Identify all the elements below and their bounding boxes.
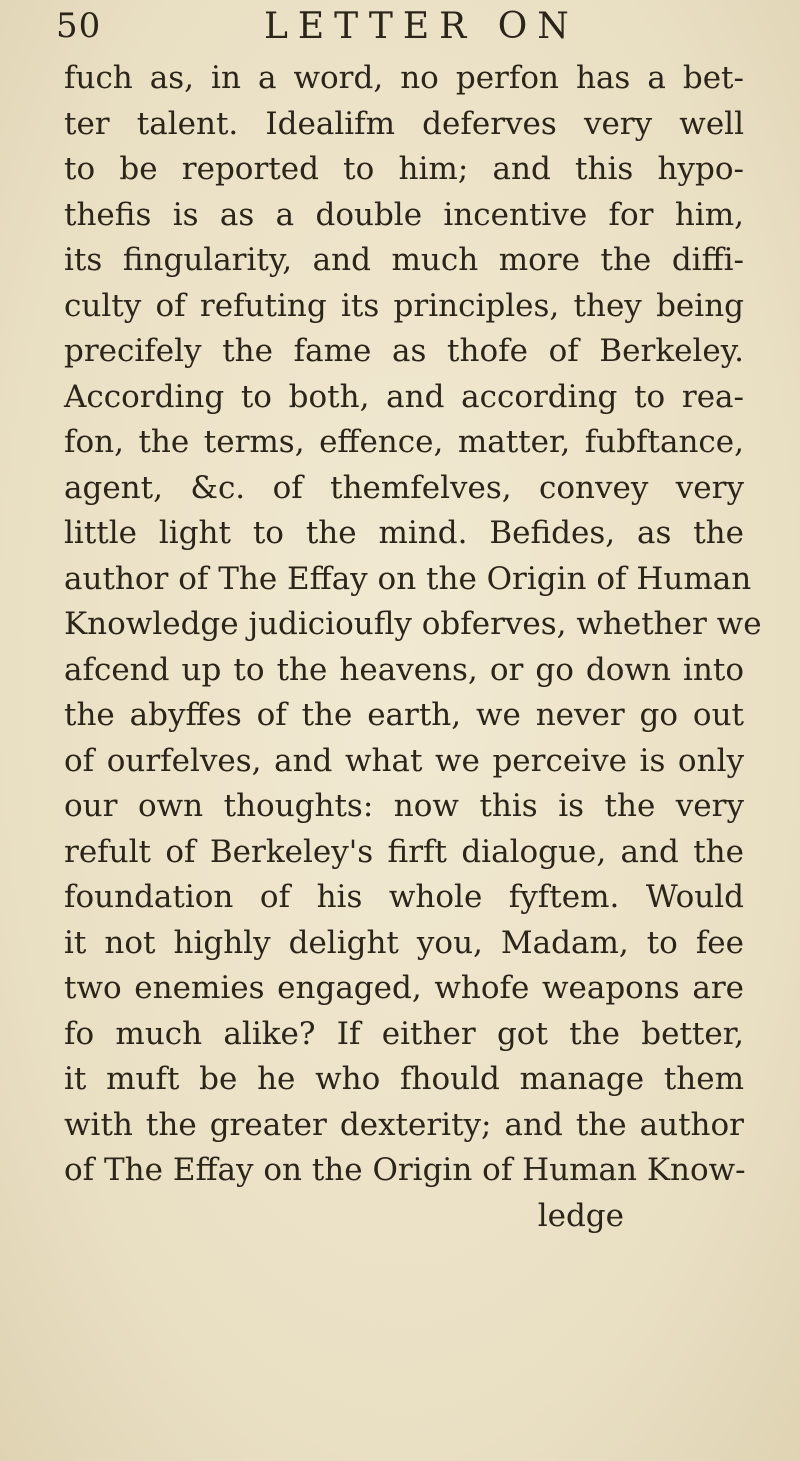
text-line: with the greater dexterity; and the author — [64, 1106, 744, 1143]
text-line: precifely the fame as thofe of Berkeley. — [64, 333, 744, 369]
text-line: author of The Effay on the Origin of Human — [64, 560, 752, 597]
text-line: agent, &c. of themfelves, convey very — [64, 469, 744, 506]
running-head: LETTER ON — [264, 6, 579, 47]
text-line: afcend up to the heavens, or go down into — [64, 651, 744, 688]
text-line: refult of Berkeley's firft dialogue, and the — [64, 833, 744, 870]
text-line: Knowledge judicioufly obferves, whether we — [64, 606, 762, 642]
page-header — [56, 4, 740, 64]
text-line: thefis is as a double incentive for him, — [64, 196, 744, 233]
body-text — [56, 56, 762, 1239]
text-line: to be reported to him; and this hypo- — [64, 151, 744, 187]
text-line: fon, the terms, effence, matter, fubftance, — [64, 424, 744, 460]
text-line: its fingularity, and much more the diffi- — [64, 242, 744, 278]
text-line: culty of refuting its principles, they being — [64, 287, 744, 324]
text-line: fo much alike? If either got the better, — [64, 1015, 744, 1052]
text-line: ter talent. Idealifm deferves very well — [64, 105, 744, 142]
text-line: our own thoughts: now this is the very — [64, 788, 744, 824]
text-line: foundation of his whole fyftem. Would — [64, 879, 744, 915]
text-line: fuch as, in a word, no perfon has a bet- — [64, 60, 744, 96]
text-line: it muft be he who fhould manage them — [64, 1061, 744, 1097]
text-line: According to both, and according to rea- — [64, 378, 744, 415]
text-line: the abyffes of the earth, we never go out — [64, 697, 744, 733]
text-line: two enemies engaged, whofe weapons are — [64, 970, 744, 1006]
catchword: ledge — [537, 1197, 624, 1234]
text-line: of ourfelves, and what we perceive is only — [64, 742, 744, 779]
page-number: 50 — [56, 6, 102, 46]
text-line: it not highly delight you, Madam, to fee — [64, 924, 744, 961]
text-line: little light to the mind. Befides, as the — [64, 515, 744, 551]
text-line: of The Effay on the Origin of Human Know- — [64, 1152, 746, 1188]
